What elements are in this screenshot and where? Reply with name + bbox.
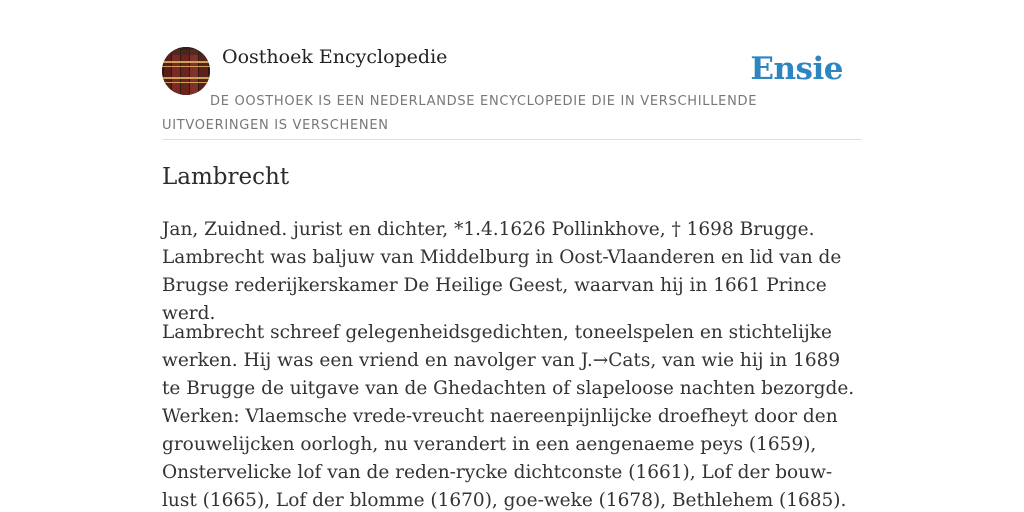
site-name[interactable]: Oosthoek Encyclopedie (222, 46, 448, 68)
book-spines-avatar-icon[interactable] (162, 47, 210, 95)
article-paragraph-2: Lambrecht schreef gelegenheidsgedichten, toneelspelen en stichtelijke werken. Hij was een vriend en navolger van J.→Cats, van wie hij in 1689 te Brugge de uitgave van de Ghedachten of slapeloose nachten bezorgde. Werken: Vlaemsche vrede-vreucht naereenpijnlijcke droefheyt door den grouwelijcken oorlogh, nu verandert in een aengenaeme peys (1659), Onstervelicke lof van de reden-rycke dichtconste (1661), Lof der bouw-lust (1665), Lof der blomme (1670), goe-weke (1678), Bethlehem (1685). (162, 322, 855, 511)
brand-logo[interactable]: Ensie (750, 51, 843, 87)
article-paragraph-1: Jan, Zuidned. jurist en dichter, *1.4.1626 Pollinkhove, † 1698 Brugge. Lambrecht was baljuw van Middelburg in Oost-Vlaanderen en lid van de Brugse rederijkerskamer De Heilige Geest, waarvan hij in 1661 Prince werd. (162, 219, 842, 324)
site-header (162, 44, 862, 140)
article-title: Lambrecht (162, 164, 290, 190)
site-tagline: DE OOSTHOEK IS EEN NEDERLANDSE ENCYCLOPEDIE DIE IN VERSCHILLENDE UITVOERINGEN IS VERSCHENEN (162, 94, 758, 133)
